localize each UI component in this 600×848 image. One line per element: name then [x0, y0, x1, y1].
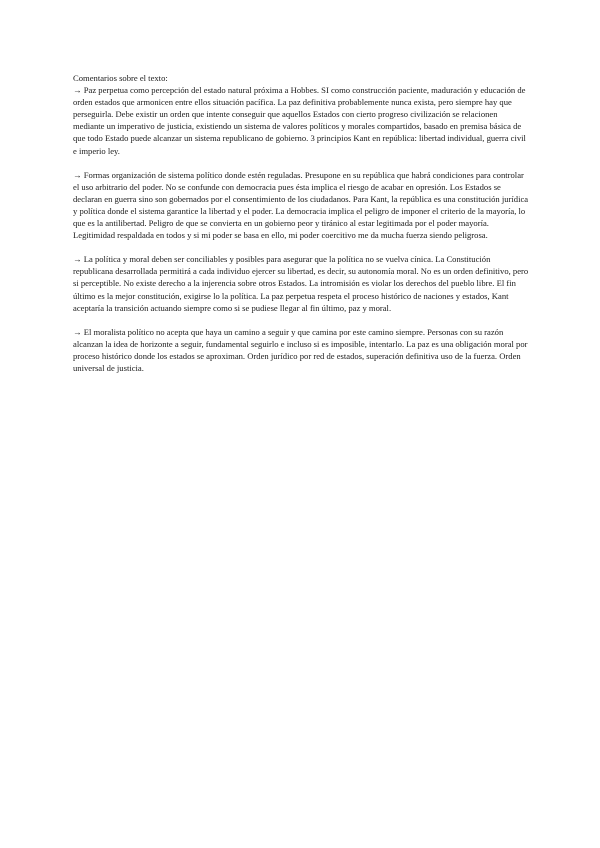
paragraph-paz-perpetua: → Paz perpetua como percepción del estado natural próxima a Hobbes. SI como construcción paciente, maduración y educación de orden estados que armonicen entre ellos situación pacífica. La paz definitiva probablemente nunca exista, pero siempre hay que perseguirla. Debe existir un orden que intente conseguir que aquellos Estados con cierto progreso civilización se relacionen mediante un imperativo de justicia, existiendo un sistema de valores políticos y morales compartidos, basado en premisa básica de que todo Estado puede alcanzar un sistema republicano de gobierno. 3 principios Kant en república: libertad individual, guerra civil e imperio ley.	[73, 85, 526, 156]
paragraph-formas-organizacion: → Formas organización de sistema político donde estén reguladas. Presupone en su república que habrá condiciones para controlar el uso arbitrario del poder. No se confunde con democracia pues ésta implica el riesgo de acabar en opresión. Los Estados se declaran en guerra sino son gobernados por el consentimiento de los ciudadanos. Para Kant, la república es una constitución jurídica y política donde el sistema garantice la libertad y el poder. La democracia implica el peligro de imponer el criterio de la mayoría, lo que es la antilibertad. Peligro de que se convierta en un gobierno peor y tiránico al estar legitimada por el poder mayoría. Legitimidad respaldada en todos y si mi poder se basa en ello, mi poder coercitivo me da mucha fuerza siendo peligrosa.	[73, 169, 529, 241]
document-heading: Comentarios sobre el texto:	[73, 73, 168, 83]
document-body	[73, 72, 529, 386]
paragraph-politica-y-moral: → La política y moral deben ser conciliables y posibles para asegurar que la política no se vuelva cínica. La Constitución republicana desarrollada permitirá a cada individuo ejercer su libertad, es decir, su autonomía moral. No es un orden definitivo, pero si perceptible. No existe derecho a la injerencia sobre otros Estados. La intromisión es violar los derechos del pueblo libre. El fin último es la mejor constitución, exigirse lo la política. La paz perpetua respeta el proceso histórico de naciones y estados, Kant aceptaría la transición actuando siempre como si se pudiese llegar al fin último, paz y moral.	[73, 254, 529, 313]
paragraph-moralista-politico: → El moralista político no acepta que haya un camino a seguir y que camina por este camino siempre. Personas con su razón alcanzan la idea de horizonte a seguir, fundamental seguirlo e incluso si es imposible, intentarlo. La paz es una obligación moral por proceso histórico donde los estados se aproximan. Orden jurídico por red de estados, superación definitiva uso de la fuerza. Orden universal de justicia.	[73, 326, 528, 373]
